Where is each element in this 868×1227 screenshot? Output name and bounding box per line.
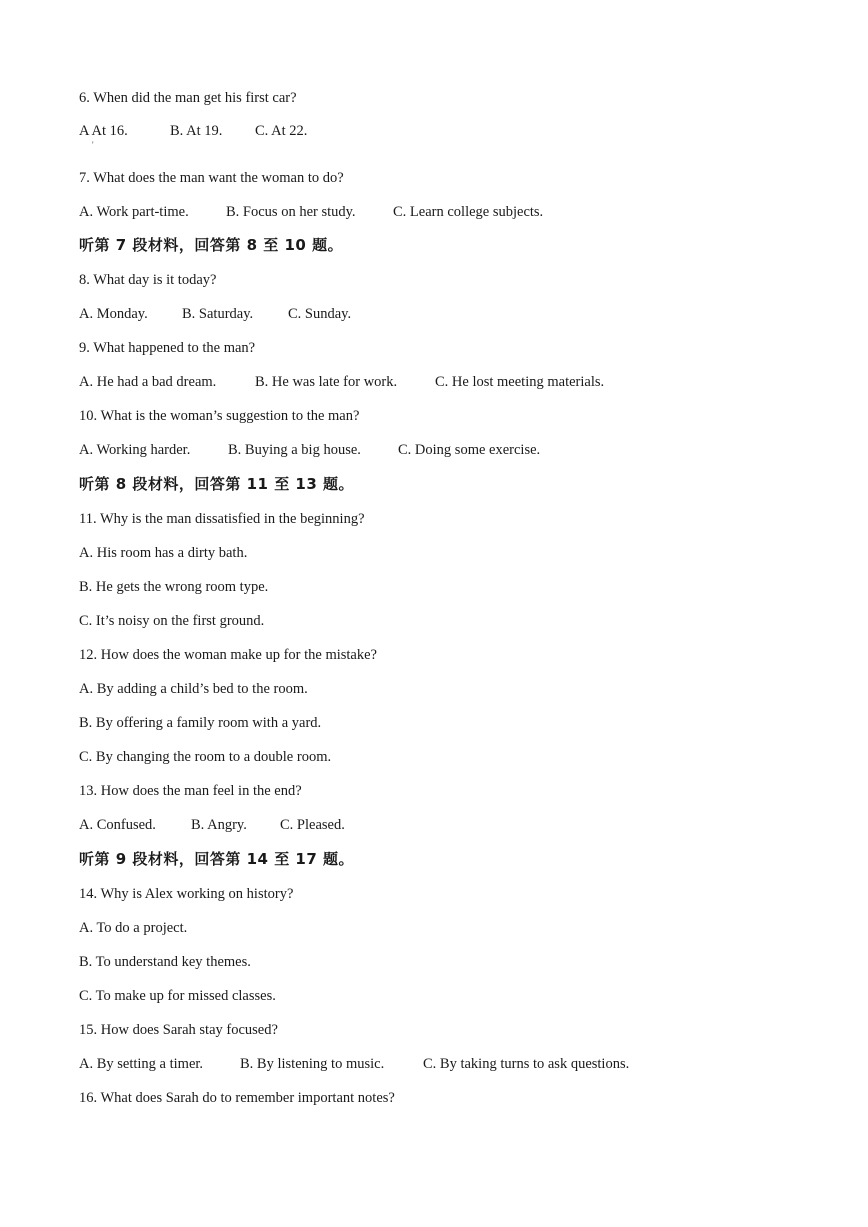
section-heading-9: 听第 9 段材料，回答第 14 至 17 题。 [79,850,355,868]
question-14: 14. Why is Alex working on history? [79,886,294,902]
option-a: A. Confused. [79,817,156,833]
option-b: B. Angry. [191,817,247,833]
question-16: 16. What does Sarah do to remember important notes? [79,1090,395,1106]
option-a: A. His room has a dirty bath. [79,545,248,561]
option-c: C. Doing some exercise. [398,442,541,458]
option-b: B. To understand key themes. [79,954,251,970]
question-13: 13. How does the man feel in the end? [79,783,302,799]
option-b: B. By offering a family room with a yard. [79,715,322,731]
section-heading-8: 听第 8 段材料，回答第 11 至 13 题。 [79,475,355,493]
option-a: A. To do a project. [79,920,188,936]
option-c: C. He lost meeting materials. [435,374,605,390]
option-c: C. Learn college subjects. [393,204,544,220]
option-b: B. He gets the wrong room type. [79,579,269,595]
option-a: A. Work part-time. [79,204,189,220]
question-6: 6. When did the man get his first car? [79,90,297,106]
option-a: A. By setting a timer. [79,1056,204,1072]
option-c: C. By changing the room to a double room. [79,749,332,765]
question-12: 12. How does the woman make up for the mistake? [79,647,377,663]
question-9: 9. What happened to the man? [79,340,256,356]
option-a: A. He had a bad dream. [79,374,217,390]
option-b: B. Focus on her study. [226,204,356,220]
option-a: A. Monday. [79,306,148,322]
option-c: C. Pleased. [280,817,345,833]
question-11: 11. Why is the man dissatisfied in the beginning? [79,511,365,527]
option-a: A. By adding a child’s bed to the room. [79,681,308,697]
question-10: 10. What is the woman’s suggestion to the man? [79,408,360,424]
scan-mark: ' [92,140,94,150]
question-8: 8. What day is it today? [79,272,217,288]
option-b: B. At 19. [170,123,223,139]
question-7: 7. What does the man want the woman to do? [79,170,344,186]
option-c: C. To make up for missed classes. [79,988,276,1004]
option-c: C. It’s noisy on the first ground. [79,613,265,629]
option-b: B. He was late for work. [255,374,398,390]
option-b: B. Buying a big house. [228,442,361,458]
option-c: C. By taking turns to ask questions. [423,1056,630,1072]
question-15: 15. How does Sarah stay focused? [79,1022,278,1038]
option-c: C. Sunday. [288,306,352,322]
section-heading-7: 听第 7 段材料，回答第 8 至 10 题。 [79,236,344,254]
option-b: B. By listening to music. [240,1056,385,1072]
option-a: A. Working harder. [79,442,191,458]
option-a: A At 16. [79,123,128,139]
option-b: B. Saturday. [182,306,254,322]
option-c: C. At 22. [255,123,308,139]
